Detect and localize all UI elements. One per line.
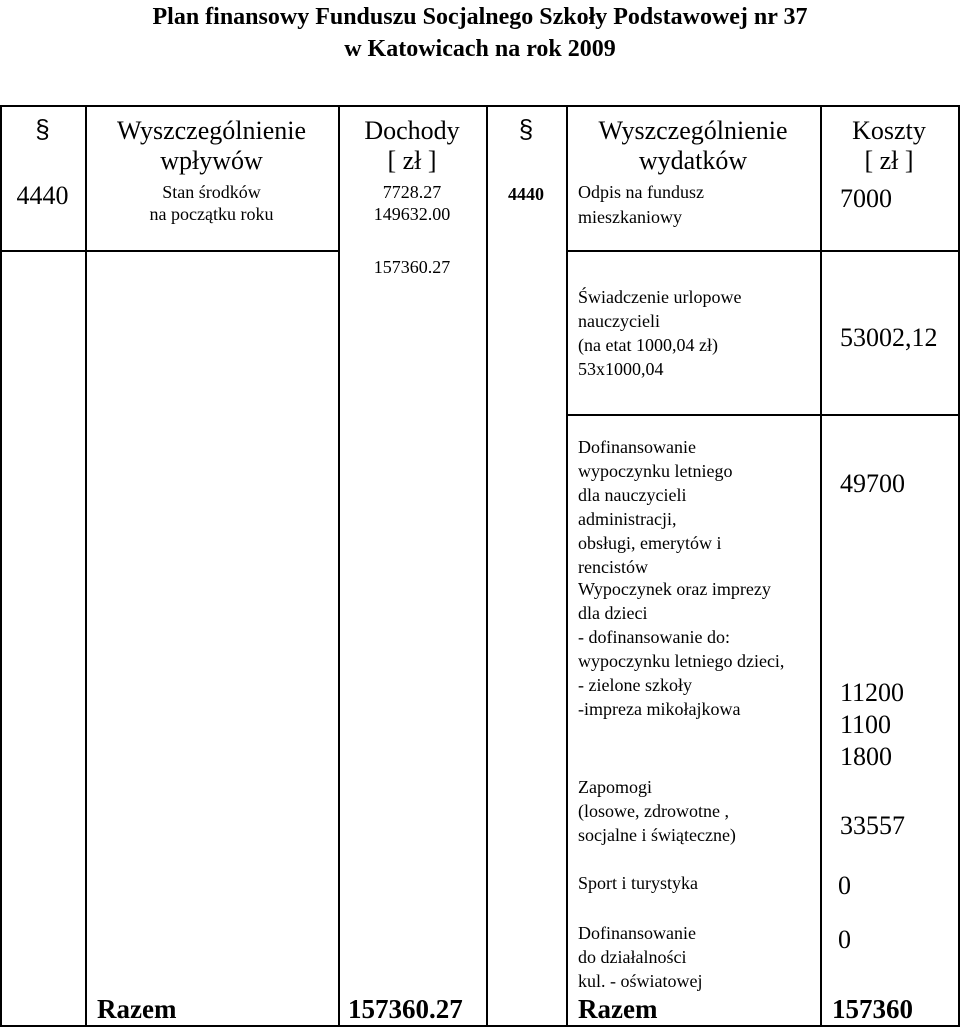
expense-paragraph-symbol: § (518, 114, 534, 144)
income-row-code: 4440 (16, 181, 69, 210)
expense-item-line: wypoczynku letniego dzieci, (578, 651, 785, 671)
income-header-amount-2: [ zł ] (387, 146, 437, 175)
expense-item-amount: 0 (838, 871, 851, 900)
expense-item-line: dla dzieci (578, 603, 648, 623)
expense-item-line: Świadczenie urlopowe (578, 287, 742, 307)
expense-item-line: socjalne i świąteczne) (578, 825, 736, 845)
document-title-line2: w Katowicach na rok 2009 (344, 36, 616, 62)
expense-header-desc-1: Wyszczególnienie (598, 116, 788, 145)
expense-item-amount: 11200 (840, 678, 905, 707)
expense-item-amount: 53002,12 (840, 323, 938, 352)
income-amount-1: 7728.27 (382, 182, 442, 202)
expense-header-amount-2: [ zł ] (864, 146, 914, 175)
expense-item-amount: 33557 (840, 811, 905, 840)
expense-item-line: Sport i turystyka (578, 873, 698, 893)
expense-header-amount-1: Koszty (852, 116, 926, 145)
expense-item-line: do działalności (578, 947, 687, 967)
expense-item-amount: 0 (838, 925, 851, 954)
expense-item-line: dla nauczycieli (578, 485, 687, 505)
expense-item-line: administracji, (578, 509, 677, 529)
expense-item-line: - zielone szkoły (578, 675, 692, 695)
income-row-desc-2: na początku roku (149, 204, 274, 224)
document-title-line1: Plan finansowy Funduszu Socjalnego Szkoły Podstawowej nr 37 (152, 4, 808, 30)
income-row-desc-1: Stan środków (162, 182, 261, 202)
income-header-amount-1: Dochody (364, 116, 460, 145)
expense-item-line: wypoczynku letniego (578, 461, 733, 481)
income-paragraph-symbol: § (35, 114, 50, 144)
expense-item-line: mieszkaniowy (578, 207, 682, 227)
expense-total-label: Razem (578, 994, 658, 1024)
expense-item-line: - dofinansowanie do: (578, 627, 730, 647)
income-amount-2: 149632.00 (373, 204, 451, 224)
expense-item-line: rencistów (578, 557, 648, 577)
expense-item-amount: 1100 (840, 710, 892, 739)
expense-item-line: Wypoczynek oraz imprezy (578, 579, 771, 599)
income-total-value: 157360.27 (348, 994, 463, 1024)
expense-item-amount: 49700 (840, 469, 905, 498)
expense-item-line: kul. - oświatowej (578, 971, 703, 991)
expense-item-line: Odpis na fundusz (578, 182, 704, 202)
expense-item-line: Zapomogi (578, 777, 652, 797)
expense-item-line: nauczycieli (578, 311, 660, 331)
expense-item-line: Dofinansowanie (578, 437, 696, 457)
expense-item-line: (losowe, zdrowotne , (578, 801, 729, 821)
expense-item-line: Dofinansowanie (578, 923, 696, 943)
income-total-label: Razem (97, 994, 177, 1024)
income-header-desc-1: Wyszczególnienie (116, 116, 306, 145)
expense-row-code: 4440 (508, 184, 544, 204)
income-amount-total: 157360.27 (373, 257, 451, 277)
expense-item-line: obsługi, emerytów i (578, 533, 722, 553)
expense-item-line: (na etat 1000,04 zł) (578, 335, 718, 355)
expense-item-amount: 7000 (840, 184, 892, 213)
expense-item-line: 53x1000,04 (578, 359, 664, 379)
expense-item-line: -impreza mikołajkowa (578, 699, 741, 719)
expense-item-amount: 1800 (840, 742, 892, 771)
expense-header-desc-2: wydatków (638, 146, 748, 175)
expense-total-value: 157360 (832, 994, 913, 1024)
income-header-desc-2: wpływów (160, 146, 263, 175)
